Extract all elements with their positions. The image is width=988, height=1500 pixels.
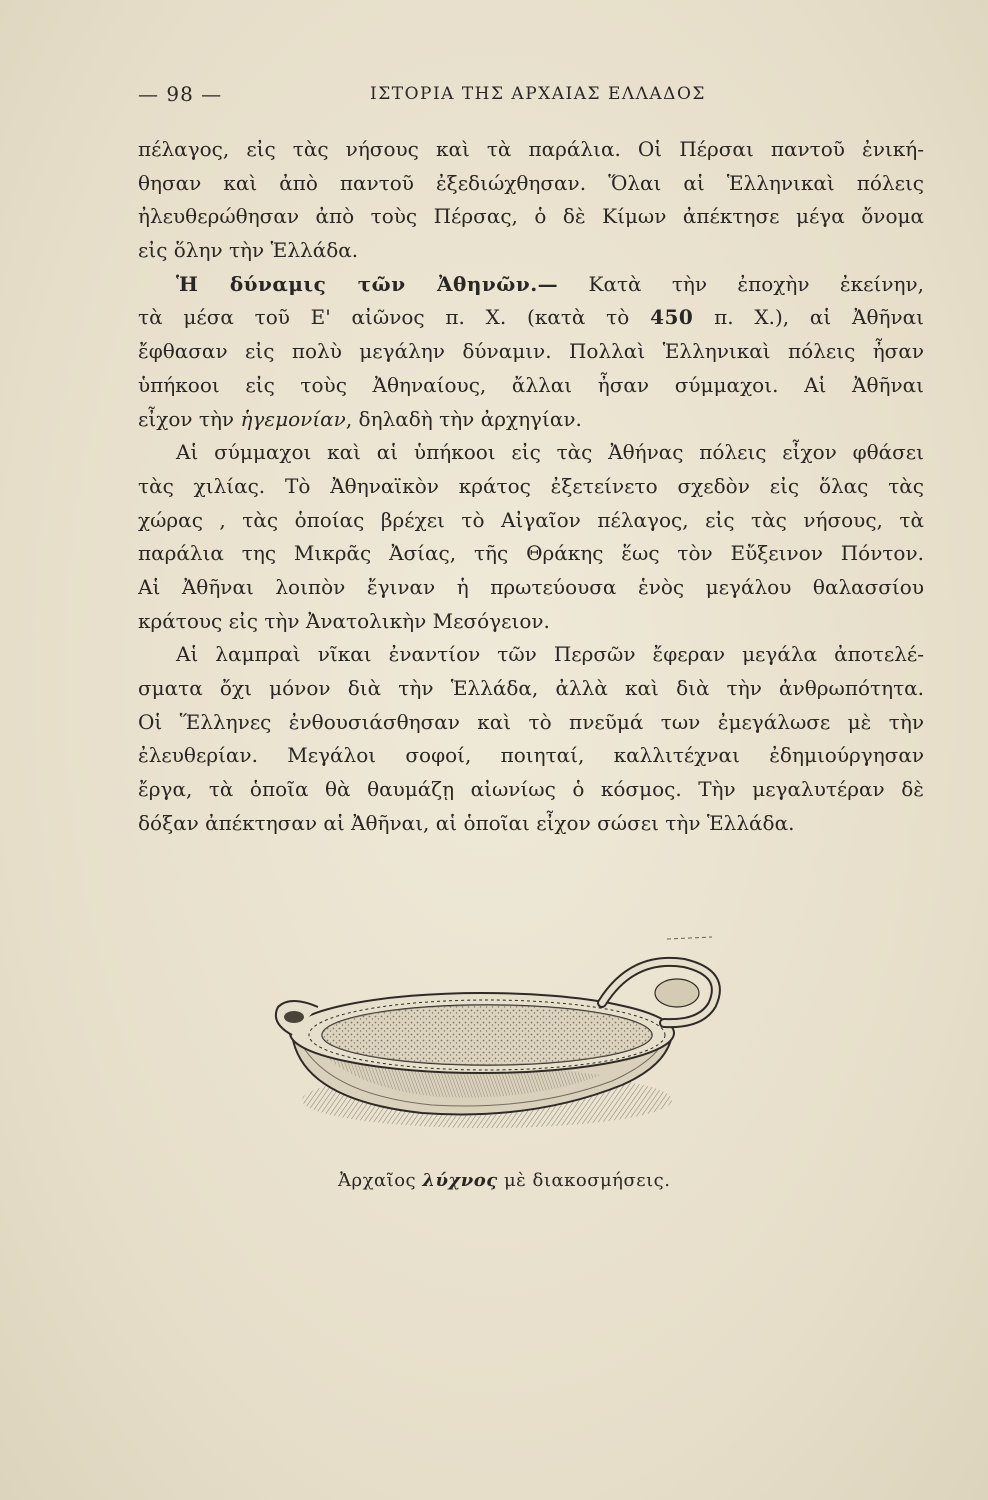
text-line: θησαν καὶ ἀπὸ παντοῦ ἐξεδιώχθησαν. Ὅλαι αἱ Ἑλληνικαὶ πόλεις [138, 170, 924, 195]
text-line: τὰς χιλίας. Τὸ Ἀθηναϊκὸν κράτος ἐξετείνετο σχεδὸν εἰς ὅλας τὰς [138, 473, 924, 498]
body-text [138, 133, 924, 840]
section-heading: Ἡ δύναμις τῶν Ἀθηνῶν.— [176, 271, 559, 296]
year-number: 450 [650, 305, 694, 330]
text-line: ὑπήκοοι εἰς τοὺς Ἀθηναίους, ἄλλαι ἦσαν σύμμαχοι. Αἱ Ἀθῆναι [138, 372, 924, 397]
text-line: σματα ὄχι μόνον διὰ τὴν Ἑλλάδα, ἀλλὰ καὶ διὰ τὴν ἀνθρωπότητα. [138, 676, 924, 700]
text-line: παράλια της Μικρᾶς Ἀσίας, τῆς Θράκης ἕως τὸν Εὔξεινον Πόντον. [138, 541, 924, 566]
text-run: , δηλαδὴ τὴν ἀρχηγίαν. [345, 406, 582, 431]
caption-text: Ἀρχαῖος [338, 1170, 423, 1191]
text-line: Οἱ Ἕλληνες ἐνθουσιάσθησαν καὶ τὸ πνεῦμά των ἐμεγάλωσε μὲ τὴν [138, 709, 924, 734]
text-line: πέλαγος, εἰς τὰς νήσους καὶ τὰ παράλια. Οἱ Πέρσαι παντοῦ ἐνική- [138, 137, 924, 161]
text-line: ἐλευθερίαν. Μεγάλοι σοφοί, ποιηταί, καλλιτέχναι ἐδημιούργησαν [138, 743, 924, 768]
text-line: Αἱ Ἀθῆναι λοιπὸν ἔγιναν ἡ πρωτεύουσα ἑνὸς μεγάλου θαλασσίου [138, 574, 924, 599]
running-head [138, 82, 738, 112]
text-line: ἔφθασαν εἰς πολὺ μεγάλην δύναμιν. Πολλαὶ Ἑλληνικαὶ πόλεις ἦσαν [138, 339, 924, 364]
emphasized-term: ἡγεμονίαν [240, 406, 346, 431]
running-title: ΙΣΤΟΡΙΑ ΤΗΣ ΑΡΧΑΙΑΣ ΕΛΛΑΔΟΣ [370, 84, 706, 104]
text-run: εἶχον τὴν [138, 406, 241, 431]
text-line: εἰς ὅλην τὴν Ἑλλάδα. [138, 238, 359, 263]
text-line: ἔργα, τὰ ὁποῖα θὰ θαυμάζῃ αἰωνίως ὁ κόσμος. Τὴν μεγαλυτέραν δὲ [138, 777, 924, 802]
text-line: χώρας , τὰς ὁποίας βρέχει τὸ Αἰγαῖον πέλαγος, εἰς τὰς νήσους, τὰ [138, 507, 924, 532]
text-line [138, 301, 924, 335]
text-line: ἠλευθερώθησαν ἀπὸ τοὺς Πέρσας, ὁ δὲ Κίμων ἀπέκτησε μέγα ὄνομα [138, 204, 924, 229]
text-run: τὰ μέσα τοῦ Ε' αἰῶνος π. Χ. (κατὰ τὸ [138, 305, 651, 330]
text-line: δόξαν ἀπέκτησαν αἱ Ἀθῆναι, αἱ ὁποῖαι εἶχον σώσει τὴν Ἑλλάδα. [138, 810, 795, 835]
caption-text: μὲ διακοσμήσεις. [497, 1170, 671, 1191]
lamp-illustration [272, 925, 742, 1155]
text-line [138, 403, 924, 437]
text-line: Αἱ λαμπραὶ νῖκαι ἐναντίον τῶν Περσῶν ἔφεραν μεγάλα ἀποτελέ- [176, 642, 924, 667]
figure-caption [338, 1170, 670, 1191]
caption-emphasis: λύχνος [422, 1170, 498, 1191]
text-run: Κατὰ τὴν ἐποχὴν ἐκείνην, [588, 271, 924, 296]
text-line: Αἱ σύμμαχοι καὶ αἱ ὑπήκοοι εἰς τὰς Ἀθήνας πόλεις εἶχον φθάσει [176, 440, 924, 465]
text-line [138, 268, 924, 302]
page-number: — 98 — [138, 82, 223, 106]
text-line: κράτους εἰς τὴν Ἀνατολικὴν Μεσόγειον. [138, 608, 550, 633]
text-run: π. Χ.), αἱ Ἀθῆναι [693, 305, 924, 330]
